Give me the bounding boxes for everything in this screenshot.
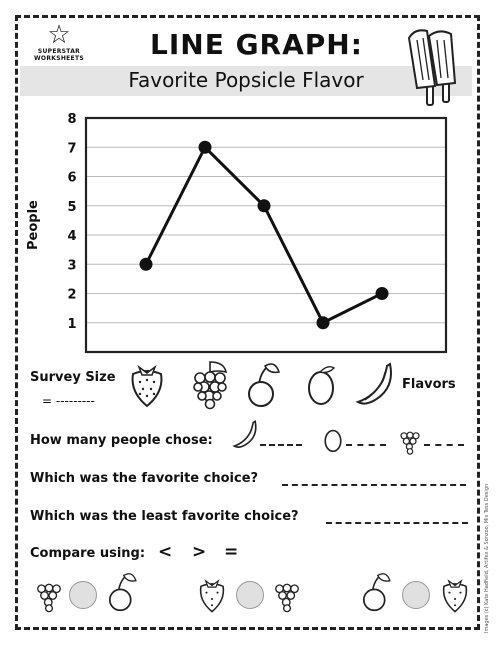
y-tick-label: 7 [67, 141, 77, 157]
strawberry-icon [128, 362, 166, 408]
banana-icon [355, 362, 397, 408]
strawberry-icon [197, 576, 227, 614]
survey-size-label: Survey Size [30, 370, 116, 385]
symbol-less-than: < [158, 542, 173, 562]
y-tick-label: 6 [67, 170, 77, 186]
answer-blank-banana[interactable] [260, 444, 302, 446]
survey-size-blank[interactable]: = --------- [42, 394, 95, 408]
compare-circle-3[interactable] [402, 581, 430, 609]
data-point-cherry [258, 199, 271, 212]
y-tick-label: 3 [67, 258, 77, 274]
answer-blank-grapes[interactable] [424, 444, 464, 446]
y-tick-label: 4 [67, 229, 77, 244]
line-chart [20, 100, 480, 370]
y-tick-label: 1 [67, 316, 77, 332]
cherry-icon [360, 572, 392, 612]
cherry-icon [106, 572, 138, 612]
data-point-banana [376, 287, 389, 300]
y-tick-label: 8 [67, 112, 77, 127]
page-title: LINE GRAPH: [150, 28, 363, 61]
symbol-equals: = [224, 542, 239, 562]
strawberry-icon [440, 576, 470, 614]
logo-line1: SUPERSTAR [37, 48, 81, 55]
question-how-many: How many people chose: [30, 433, 213, 448]
question-compare: Compare using: [30, 546, 146, 561]
banana-icon [232, 420, 260, 450]
data-point-grapes [199, 141, 212, 154]
lemon-icon [322, 424, 344, 454]
grapes-icon [398, 424, 422, 456]
star-icon: ☆ [47, 20, 71, 50]
compare-circle-2[interactable] [236, 581, 264, 609]
data-point-strawberry [140, 258, 153, 271]
grapes-icon [190, 360, 230, 410]
answer-blank-favorite[interactable] [282, 484, 466, 486]
cherry-icon [245, 362, 281, 408]
copyright-text: Images (c) Kate Hadfield, Artifex & Sonzoo, Mis Tess Design [484, 483, 490, 633]
y-axis-label: People [26, 200, 41, 250]
grapes-icon [272, 574, 302, 614]
chart-title: Favorite Popsicle Flavor [128, 68, 364, 92]
compare-circle-1[interactable] [69, 581, 97, 609]
question-favorite: Which was the favorite choice? [30, 471, 259, 486]
logo-line2: WORKSHEETS [34, 55, 84, 62]
grapes-icon [34, 574, 64, 614]
answer-blank-least[interactable] [326, 522, 468, 524]
data-point-lemon [317, 316, 330, 329]
lemon-icon [304, 362, 338, 408]
y-tick-label: 2 [67, 287, 77, 303]
answer-blank-lemon[interactable] [346, 444, 386, 446]
question-least: Which was the least favorite choice? [30, 509, 299, 524]
y-tick-label: 5 [67, 199, 77, 215]
popsicle-icon [405, 28, 463, 108]
x-axis-label: Flavors [402, 377, 456, 392]
logo [28, 22, 90, 62]
symbol-greater-than: > [192, 542, 207, 562]
